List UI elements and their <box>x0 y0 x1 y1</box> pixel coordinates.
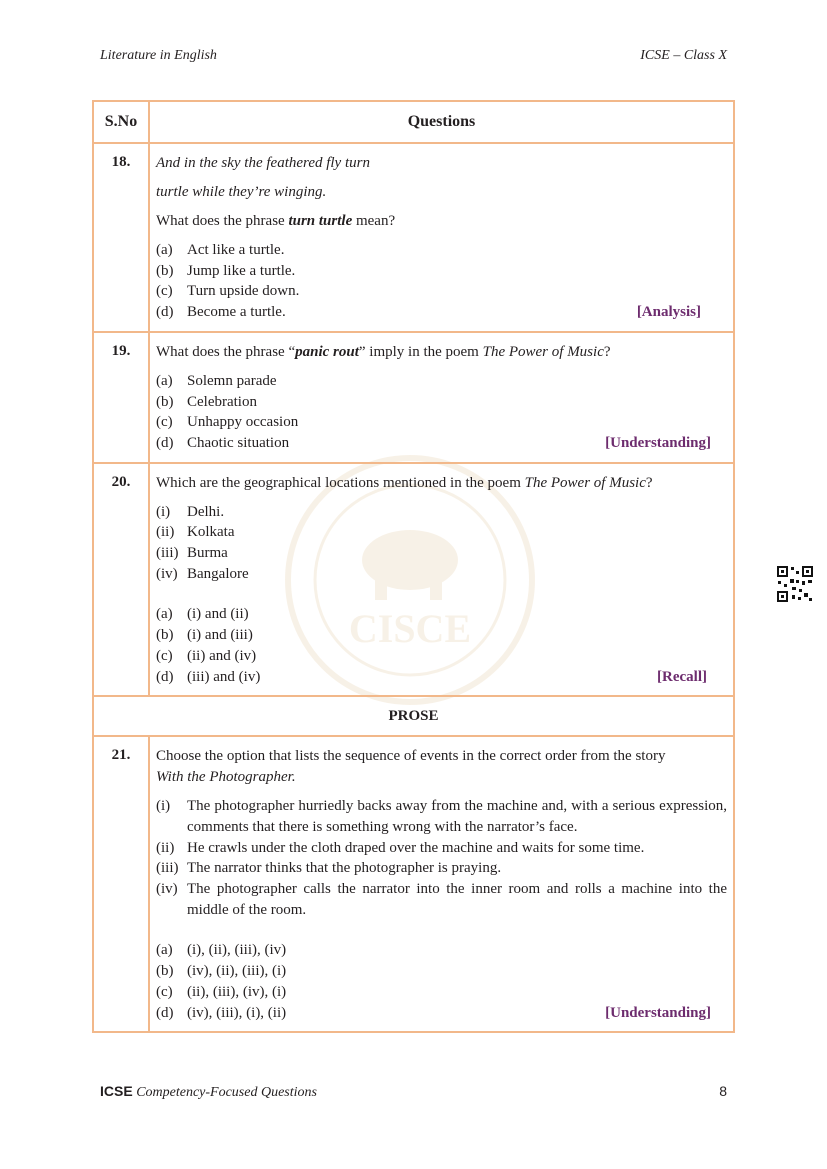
option-label: (d) <box>156 668 174 685</box>
statement-item <box>156 838 727 859</box>
option-item <box>156 281 727 302</box>
statement-text: Kolkata <box>187 524 235 541</box>
option-label: (a) <box>156 242 173 258</box>
option-text: Chaotic situation <box>187 434 290 451</box>
option-label: (a) <box>156 606 173 623</box>
statement-label: (i) <box>156 798 171 815</box>
option-label: (b) <box>156 627 174 644</box>
poem-title: The Power of Music <box>524 474 646 491</box>
option-item <box>156 625 727 646</box>
questions-table <box>92 100 735 1033</box>
option-label: (d) <box>156 1004 174 1021</box>
option-item <box>156 961 727 982</box>
statement-text: Delhi. <box>187 503 225 520</box>
column-header-sno: S.No <box>93 101 149 143</box>
watermark-text: CISCE <box>348 606 472 651</box>
question-number: 21. <box>93 736 149 1032</box>
stem-text: mean? <box>352 213 396 229</box>
question-row-20 <box>93 463 734 697</box>
statement-label: (i) <box>156 503 171 520</box>
option-text: Solemn parade <box>187 372 277 389</box>
section-heading-prose: PROSE <box>93 696 734 736</box>
stem-text: ? <box>645 474 653 491</box>
option-item <box>156 261 727 282</box>
option-label: (c) <box>156 283 173 300</box>
stem-text: What does the phrase <box>156 213 289 229</box>
question-stem <box>156 746 727 788</box>
option-item <box>156 667 727 688</box>
statement-text: He crawls under the cloth draped over the machine and waits for some time. <box>187 839 645 856</box>
statement-label: (iii) <box>156 860 179 877</box>
stem-emphasis: turn turtle <box>288 213 353 229</box>
question-row-18 <box>93 143 734 332</box>
option-label: (a) <box>156 372 173 389</box>
question-content <box>149 736 734 1032</box>
option-text: (ii) and (iv) <box>187 647 257 664</box>
statement-item <box>156 502 727 523</box>
option-text: (ii), (iii), (iv), (i) <box>187 983 287 1000</box>
option-text: Unhappy occasion <box>187 414 299 431</box>
option-item <box>156 940 727 961</box>
table-header-row <box>93 101 734 143</box>
statement-label: (iv) <box>156 565 178 582</box>
statement-item <box>156 796 727 837</box>
option-item <box>156 240 727 261</box>
option-text: (iii) and (iv) <box>187 668 261 685</box>
statement-text: The photographer calls the narrator into the inner room and rolls a machine into the middle of the room. <box>187 881 727 918</box>
option-item <box>156 982 727 1003</box>
option-item <box>156 646 727 667</box>
statement-text: Bangalore <box>187 565 249 582</box>
statement-text: The photographer hurriedly backs away from the machine and, with a serious expression, comments that there is something wrong with the narrator’s face. <box>187 798 727 835</box>
poem-extract <box>156 153 727 203</box>
stem-emphasis: panic rout <box>295 343 359 360</box>
statement-item <box>156 564 727 585</box>
question-content <box>149 332 734 463</box>
running-header-subject: Literature in English <box>100 48 217 63</box>
option-item <box>156 1003 727 1024</box>
option-label: (b) <box>156 262 174 279</box>
option-text: (i) and (ii) <box>187 606 249 623</box>
option-label: (b) <box>156 963 174 980</box>
statement-item <box>156 543 727 564</box>
question-number: 18. <box>93 143 149 332</box>
option-text: (i) and (iii) <box>187 627 253 644</box>
question-content <box>149 463 734 697</box>
option-label: (c) <box>156 647 173 664</box>
competency-tag: [Recall] <box>657 668 707 685</box>
section-row <box>93 696 734 736</box>
option-label: (d) <box>156 304 174 321</box>
statement-item <box>156 879 727 920</box>
option-label: (c) <box>156 983 173 1000</box>
option-text: Act like a turtle. <box>187 242 285 258</box>
statement-label: (ii) <box>156 839 175 856</box>
statement-label: (ii) <box>156 524 175 541</box>
stem-text: Choose the option that lists the sequence of events in the correct order from the story <box>156 748 666 765</box>
question-row-21 <box>93 736 734 1032</box>
question-stem <box>156 211 727 232</box>
option-text: (iv), (iii), (i), (ii) <box>187 1004 287 1021</box>
competency-tag: [Understanding] <box>605 434 711 451</box>
statement-text: Burma <box>187 545 228 562</box>
option-item <box>156 371 727 392</box>
option-label: (a) <box>156 942 173 959</box>
stem-text: ” imply in the poem <box>358 343 483 360</box>
option-text: Turn upside down. <box>187 283 300 300</box>
qr-code-icon <box>776 565 814 603</box>
stem-text: Which are the geographical locations mentioned in the poem <box>156 474 525 491</box>
option-label: (c) <box>156 414 173 431</box>
column-header-questions: Questions <box>149 101 734 143</box>
option-text: (iv), (ii), (iii), (i) <box>187 963 287 980</box>
question-stem <box>156 473 727 494</box>
statement-label: (iv) <box>156 881 178 898</box>
statement-item <box>156 858 727 879</box>
option-text: Jump like a turtle. <box>187 262 296 279</box>
footer-brand: ICSE <box>100 1083 133 1099</box>
option-item <box>156 604 727 625</box>
question-content <box>149 143 734 332</box>
stem-text: What does the phrase “ <box>156 343 296 360</box>
option-item <box>156 392 727 413</box>
footer-title <box>100 1083 317 1101</box>
story-title: With the Photographer. <box>156 769 296 786</box>
option-item <box>156 412 727 433</box>
option-text: (i), (ii), (iii), (iv) <box>187 942 287 959</box>
option-label: (d) <box>156 434 174 451</box>
question-number: 20. <box>93 463 149 697</box>
statement-label: (iii) <box>156 545 179 562</box>
stem-text: ? <box>603 343 611 360</box>
statement-text: The narrator thinks that the photographer is praying. <box>187 860 502 877</box>
option-text: Become a turtle. <box>187 304 286 321</box>
competency-tag: [Analysis] <box>636 304 701 321</box>
poem-title: The Power of Music <box>482 343 604 360</box>
poem-line: And in the sky the feathered fly turn <box>156 155 370 171</box>
option-item <box>156 433 727 454</box>
question-row-19 <box>93 332 734 463</box>
page-number: 8 <box>719 1083 727 1099</box>
running-header-class: ICSE – Class X <box>640 48 727 63</box>
poem-line: turtle while they’re winging. <box>156 184 327 200</box>
option-label: (b) <box>156 393 174 410</box>
footer-subtitle: Competency-Focused Questions <box>136 1085 317 1100</box>
statement-item <box>156 522 727 543</box>
question-number: 19. <box>93 332 149 463</box>
option-text: Celebration <box>187 393 257 410</box>
competency-tag: [Understanding] <box>605 1004 711 1021</box>
question-stem <box>156 342 727 363</box>
option-item <box>156 302 727 323</box>
